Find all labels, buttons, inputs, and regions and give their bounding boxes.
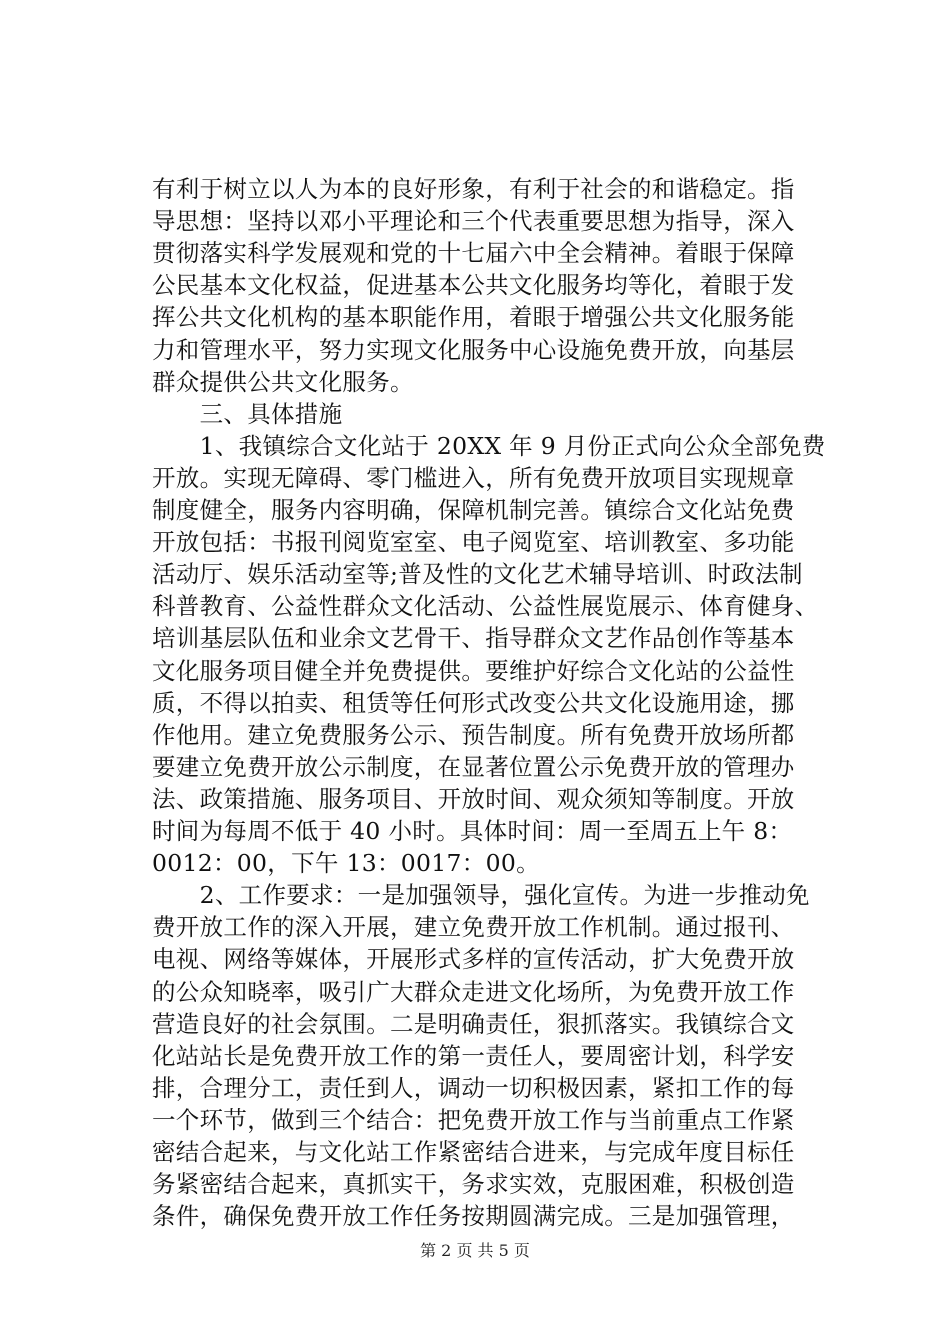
text-line: 开放。实现无障碍、零门槛进入，所有免费开放项目实现规章 [152, 463, 795, 492]
text-line: 的公众知晓率，吸引广大群众走进文化场所，为免费开放工作 [152, 977, 795, 1006]
text-line: 群众提供公共文化服务。 [152, 367, 414, 396]
text-line: 密结合起来，与文化站工作紧密结合进来，与完成年度目标任 [152, 1138, 795, 1166]
text-line: 力和管理水平，努力实现文化服务中心设施免费开放，向基层 [152, 335, 795, 364]
text-line: 费开放工作的深入开展，建立免费开放工作机制。通过报刊、 [152, 913, 795, 942]
text-line: 质，不得以拍卖、租赁等任何形式改变公共文化设施用途，挪 [152, 688, 795, 717]
text-line: 开放包括：书报刊阅览室室、电子阅览室、培训教室、多功能 [152, 528, 795, 557]
text-line: 0012：00，下午 13：0017：00。 [152, 849, 540, 878]
text-line: 2、工作要求：一是加强领导，强化宣传。为进一步推动免 [152, 881, 810, 910]
text-line: 化站站长是免费开放工作的第一责任人，要周密计划，科学安 [152, 1041, 795, 1070]
text-line: 条件，确保免费开放工作任务按期圆满完成。三是加强管理， [152, 1202, 795, 1231]
text-line: 一个环节，做到三个结合：把免费开放工作与当前重点工作紧 [152, 1105, 795, 1134]
text-line: 有利于树立以人为本的良好形象，有利于社会的和谐稳定。指 [152, 175, 795, 203]
text-line: 导思想：坚持以邓小平理论和三个代表重要思想为指导，深入 [152, 207, 795, 236]
text-line: 法、政策措施、服务项目、开放时间、观众须知等制度。开放 [152, 784, 795, 813]
text-line: 三、具体措施 [152, 399, 343, 428]
text-line: 培训基层队伍和业余文艺骨干、指导群众文艺作品创作等基本 [152, 624, 795, 653]
text-line: 制度健全，服务内容明确，保障机制完善。镇综合文化站免费 [152, 496, 795, 524]
text-line: 要建立免费开放公示制度，在显著位置公示免费开放的管理办 [152, 752, 795, 781]
text-line: 科普教育、公益性群众文化活动、公益性展览展示、体育健身、 [152, 592, 819, 621]
text-line: 时间为每周不低于 40 小时。具体时间：周一至周五上午 8： [152, 817, 793, 845]
text-line: 贯彻落实科学发展观和党的十七届六中全会精神。着眼于保障 [152, 239, 795, 268]
text-line: 营造良好的社会氛围。二是明确责任，狠抓落实。我镇综合文 [152, 1009, 795, 1038]
page-footer: 第 2 页 共 5 页 [420, 1241, 530, 1260]
text-line: 电视、网络等媒体，开展形式多样的宣传活动，扩大免费开放 [152, 945, 795, 974]
text-line: 作他用。建立免费服务公示、预告制度。所有免费开放场所都 [152, 720, 795, 749]
text-line: 挥公共文化机构的基本职能作用，着眼于增强公共文化服务能 [152, 303, 795, 332]
text-line: 活动厅、娱乐活动室等;普及性的文化艺术辅导培训、时政法制 [152, 560, 803, 589]
text-line: 1、我镇综合文化站于 20XX 年 9 月份正式向公众全部免费 [152, 431, 826, 460]
text-line: 公民基本文化权益，促进基本公共文化服务均等化，着眼于发 [152, 271, 795, 300]
text-line: 排，合理分工，责任到人，调动一切积极因素，紧扣工作的每 [152, 1073, 795, 1102]
text-line: 务紧密结合起来，真抓实干，务求实效，克服困难，积极创造 [152, 1170, 795, 1199]
text-line: 文化服务项目健全并免费提供。要维护好综合文化站的公益性 [152, 656, 795, 685]
